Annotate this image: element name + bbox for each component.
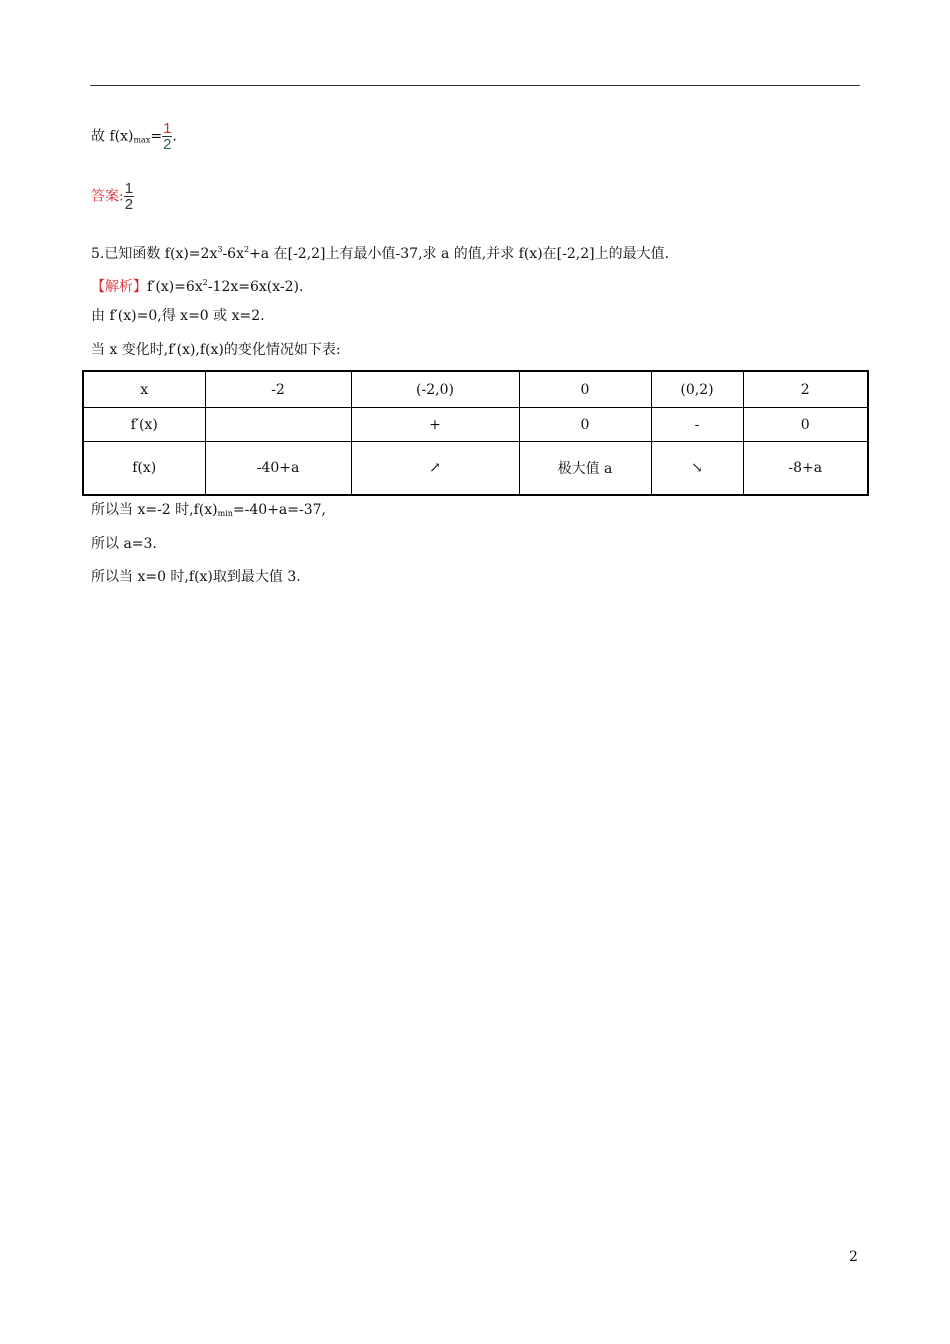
header-rule [90,85,860,86]
intro-tail: . [172,128,177,145]
problem-part-1: 5.已知函数 f(x)=2x [91,246,218,262]
variation-table [82,370,869,496]
solution-part-2: -12x=6x(x-2). [207,279,304,295]
solution-line-2: 由 f′(x)=0,得 x=0 或 x=2. [91,308,265,324]
conclusion-line-2: 所以 a=3. [91,536,157,552]
answer-fraction-denominator: 2 [124,196,134,213]
table-cell: -40+a [205,442,351,496]
table-cell: 0 [743,408,868,442]
problem-superscript-2: 2 [243,245,250,254]
table-cell: 0 [519,371,651,408]
table-row-x [83,371,868,408]
problem-part-2: -6x [222,246,244,262]
page-number: 2 [849,1249,858,1265]
solution-part-1: f′(x)=6x [147,279,203,295]
answer-fraction-numerator: 1 [124,180,134,197]
table-cell: 极大值 a [519,442,651,496]
intro-prefix: 故 f(x) [91,128,134,145]
solution-label: 【解析】 [91,279,147,295]
conclusion-part-1: 所以当 x=-2 时,f(x) [91,502,218,518]
table-cell: f(x) [83,442,205,496]
table-cell: f′(x) [83,408,205,442]
solution-line-3: 当 x 变化时,f′(x),f(x)的变化情况如下表: [91,342,341,358]
table-cell: + [351,408,519,442]
table-cell: ↘ [651,442,743,496]
intro-line [91,121,177,152]
answer-fraction [124,181,134,212]
problem-statement [91,240,669,264]
conclusion-part-2: =-40+a=-37, [232,502,326,518]
table-cell [205,408,351,442]
solution-superscript: 2 [202,278,208,287]
table-cell: -2 [205,371,351,408]
conclusion-subscript: min [217,509,233,518]
intro-subscript: max [133,135,151,145]
problem-superscript-1: 3 [217,245,223,254]
table-cell: - [651,408,743,442]
table-cell: (-2,0) [351,371,519,408]
table-cell: ↗ [351,442,519,496]
table-row-function [83,442,868,496]
conclusion-line-3: 所以当 x=0 时,f(x)取到最大值 3. [91,569,301,585]
table-cell: -8+a [743,442,868,496]
conclusion-line-1 [91,500,326,524]
intro-fraction-denominator: 2 [163,136,172,153]
intro-fraction-numerator: 1 [163,120,172,137]
intro-equals: = [150,128,163,145]
table-row-derivative [83,408,868,442]
table-cell: x [83,371,205,408]
table-cell: 2 [743,371,868,408]
solution-line-1 [91,273,303,297]
table-cell: 0 [519,408,651,442]
intro-fraction [162,121,172,152]
table-cell: (0,2) [651,371,743,408]
answer-label: 答案: [91,188,124,205]
problem-part-3: +a 在[-2,2]上有最小值-37,求 a 的值,并求 f(x)在[-2,2]上的最大值. [249,246,670,262]
answer-line [91,181,134,212]
